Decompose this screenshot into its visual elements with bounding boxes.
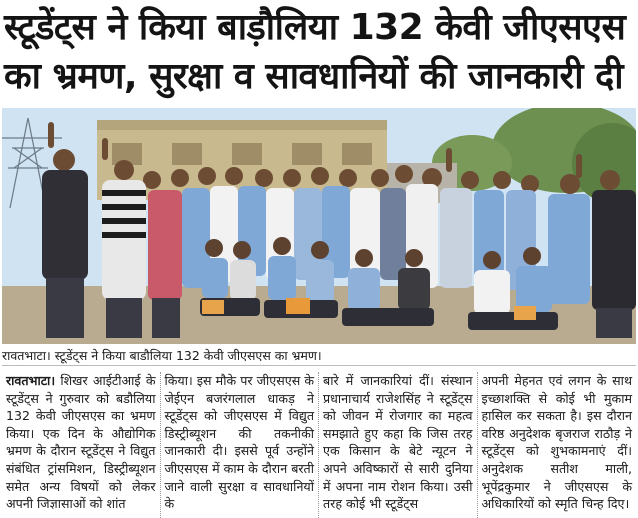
- article-text-4: अपनी मेहनत एवं लगन के साथ इच्छाशक्ति से कोई भी मुकाम हासिल कर सकता है। इस दौरान वरिष्ठ अनुदेशक बृजराज राठौड़ ने स्टूडेंट्स को शुभकामनाएं दीं। अनुदेशक सतीश माली, भूपेंद्रकुमार ने जीएसएस के अधिकारियों को स्मृति चिन्ह दिए।: [481, 373, 632, 512]
- article-column-2: [161, 372, 320, 518]
- photo-caption: रावतभाटा। स्टूडेंट्स ने किया बाडौलिया 132 केवी जीएसएस का भ्रमण।: [2, 346, 636, 366]
- group-photo-illustration: [2, 108, 636, 344]
- article-column-1: [2, 372, 161, 518]
- group-photo: [2, 108, 636, 344]
- article-text-1: शिखर आईटीआई के स्टूडेंट्स ने गुरुवार को बडौलिया 132 केवी जीएसएस का भ्रमण किया। एक दिन के औद्योगिक भ्रमण के दौरान स्टूडेंट्स ने विद्युत संबंधित ट्रांसमिशन, डिस्ट्रीब्यूशन समेत अन्य विषयों को लेकर अपनी जिज्ञासाओं को शांत: [6, 373, 156, 512]
- article-body: [2, 372, 636, 518]
- article-column-3: [319, 372, 478, 518]
- headline-line-2: का भ्रमण, सुरक्षा व सावधानियों की जानकारी दी: [4, 56, 624, 97]
- headline-line-1: स्टूडेंट्स ने किया बाड़ौलिया 132 केवी जीएसएस: [4, 7, 626, 48]
- article-text-3: बारे में जानकारियां दीं। संस्थान प्रधानाचार्य राजेशसिंह ने स्टूडेंट्स को जीवन में रोजगार का महत्व समझाते हुए कहा कि जिस तरह एक किसान के बेटे न्यूटन ने अपने अविष्कारों से सारी दुनिया में अपना नाम रोशन किया। उसी तरह कोई भी स्टूडेंट्स: [323, 373, 473, 512]
- article-column-4: [478, 372, 637, 518]
- dateline: रावतभाटा।: [6, 373, 56, 388]
- headline: [0, 0, 638, 106]
- article-text-2: किया। इस मौके पर जीएसएस के जेईएन बजरंगलाल धाकड़ ने स्टूडेंट्स को जीएसएस में विद्युत डिस्ट्रीब्यूशन की तकनीकी जानकारी दी। इससे पूर्व उन्होंने जीएसएस में काम के दौरान बरती जाने वाली सुरक्षा व सावधानियों के: [164, 373, 314, 512]
